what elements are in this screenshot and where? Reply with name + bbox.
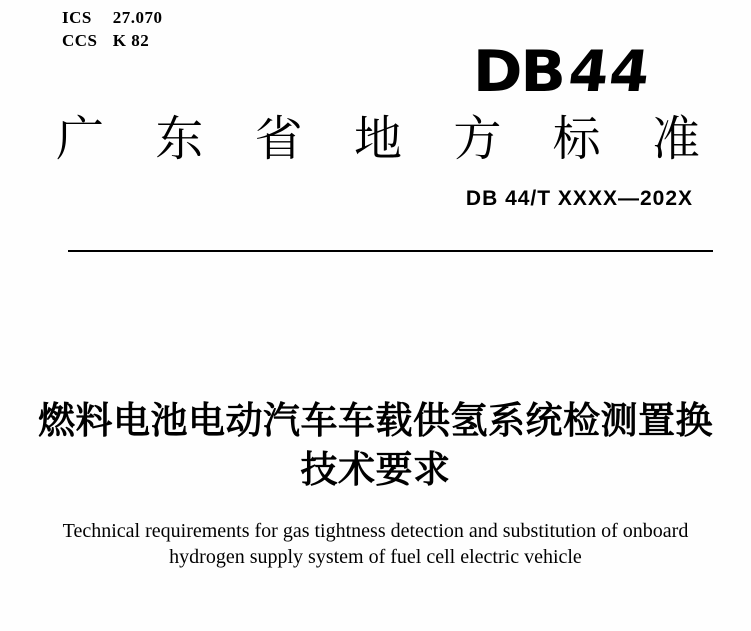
english-title bbox=[0, 518, 751, 570]
standard-type-char: 省 bbox=[254, 113, 303, 166]
chinese-title-line1: 燃料电池电动汽车车载供氢系统检测置换 bbox=[38, 400, 713, 441]
standard-type-char: 方 bbox=[453, 113, 502, 166]
standard-type-char: 地 bbox=[353, 113, 402, 166]
classification-codes bbox=[62, 6, 163, 52]
db44-logo-number: 44 bbox=[564, 39, 655, 105]
standard-type-char: 东 bbox=[155, 113, 204, 166]
standard-type-char: 标 bbox=[552, 113, 601, 166]
ics-value: 27.070 bbox=[112, 8, 163, 27]
standard-type-heading bbox=[56, 112, 700, 167]
english-title-line2: hydrogen supply system of fuel cell electric vehicle bbox=[169, 546, 582, 568]
ics-code-row bbox=[62, 6, 163, 29]
standard-type-char: 准 bbox=[651, 113, 700, 166]
ccs-label: CCS bbox=[62, 31, 98, 50]
english-title-line1: Technical requirements for gas tightness detection and substitution of onboard bbox=[62, 520, 689, 542]
ics-label: ICS bbox=[62, 8, 92, 27]
chinese-title-line2: 技术要求 bbox=[300, 449, 451, 490]
chinese-title bbox=[0, 396, 751, 494]
ccs-value: K 82 bbox=[112, 31, 150, 50]
db44-logo-db: DB bbox=[472, 39, 564, 105]
document-number: DB 44/T XXXX—202X bbox=[465, 187, 693, 210]
standard-type-char: 广 bbox=[56, 113, 105, 166]
header-divider-rule bbox=[68, 250, 713, 252]
ccs-code-row bbox=[62, 29, 163, 52]
db44-logo bbox=[472, 39, 655, 105]
